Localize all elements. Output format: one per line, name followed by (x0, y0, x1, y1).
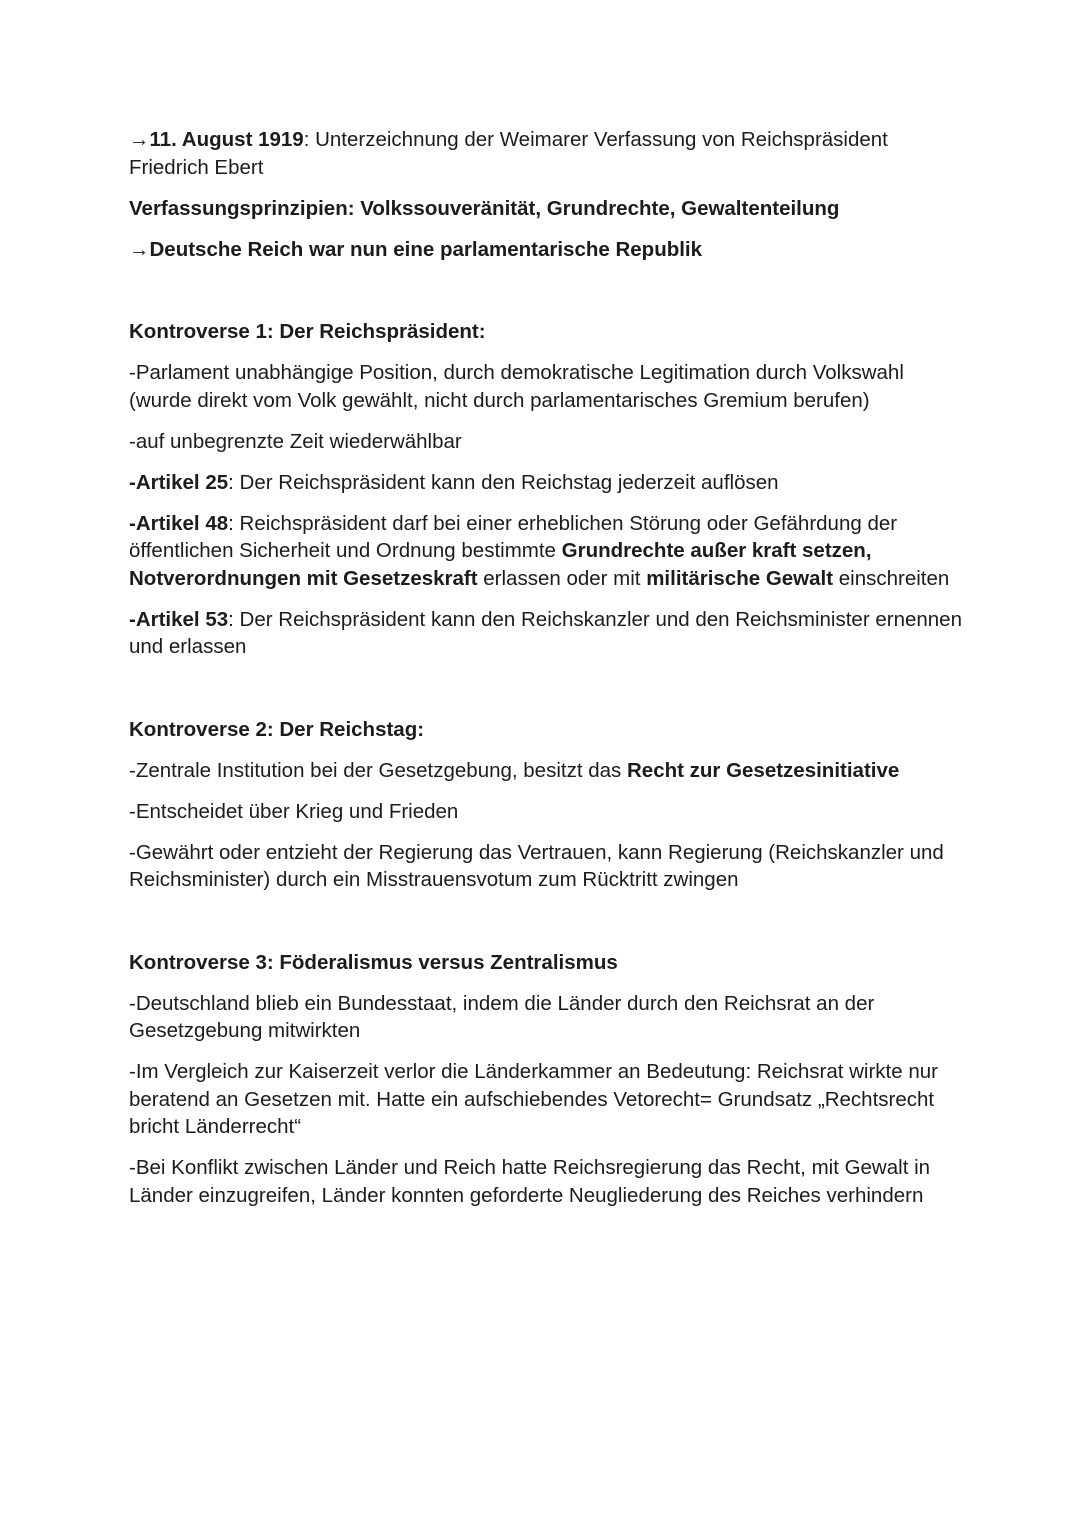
section1-heading: Kontroverse 1: Der Reichspräsident: (129, 320, 486, 343)
article-48-text: erlassen oder mit (477, 566, 647, 590)
section2-paragraph (129, 757, 969, 785)
intro-date-text: : Unterzeichnung der Weimarer Verfassung von Reichspräsident Friedrich Ebert (129, 128, 888, 179)
section3-paragraph: -Im Vergleich zur Kaiserzeit verlor die Länderkammer an Bedeutung: Reichsrat wirkte nur beratend an Gesetzen mit. Hatte ein aufschiebendes Vetorecht= Grundsatz „Rechtsrecht bricht Länderrecht“ (129, 1060, 938, 1138)
republic-text: Deutsche Reich war nun eine parlamentarische Republik (149, 237, 703, 261)
section1-paragraph: -auf unbegrenzte Zeit wiederwählbar (129, 429, 462, 453)
article-48-label: Artikel 48 (135, 511, 229, 535)
article-53-text: : Der Reichspräsident kann den Reichskanzler und den Reichsminister ernennen und erlassen (129, 607, 962, 658)
article-53-paragraph (129, 606, 969, 661)
section2-paragraph: -Entscheidet über Krieg und Frieden (129, 799, 459, 823)
article-48-bold-text: Grundrechte außer kraft setzen, Notverordnungen mit Gesetzeskraft (129, 539, 872, 590)
article-48-text: einschreiten (833, 566, 950, 590)
section2-paragraph: -Gewährt oder entzieht der Regierung das Vertrauen, kann Regierung (Reichskanzler und Reichsminister) durch ein Misstrauensvotum zum Rücktritt zwingen (129, 840, 944, 891)
constitution-principles: Verfassungsprinzipien: Volkssouveränität, Grundrechte, Gewaltenteilung (129, 196, 840, 220)
dash: - (129, 470, 136, 494)
intro-date-line (129, 126, 969, 181)
article-25-paragraph (129, 469, 969, 497)
section3-paragraph: -Bei Konflikt zwischen Länder und Reich hatte Reichsregierung das Recht, mit Gewalt in Länder einzugreifen, Länder konnten geforderte Neugliederung des Reiches verhindern (129, 1156, 931, 1207)
arrow-glyph: → (129, 237, 150, 261)
article-48-paragraph (129, 510, 969, 593)
section2-text: -Zentrale Institution bei der Gesetzgebung, besitzt das (129, 758, 627, 782)
intro-date: 11. August 1919 (149, 128, 304, 151)
section2-heading: Kontroverse 2: Der Reichstag: (129, 717, 425, 741)
arrow-glyph: → (129, 128, 150, 151)
republic-statement (129, 236, 969, 264)
section2-bold-text: Recht zur Gesetzesinitiative (626, 758, 900, 782)
article-25-text: : Der Reichspräsident kann den Reichstag jederzeit auflösen (228, 470, 779, 494)
article-25-label: Artikel 25 (135, 470, 229, 494)
article-48-text: : Reichspräsident darf bei einer erheblichen Störung oder Gefährdung der öffentlichen Sicherheit und Ordnung bestimmte (129, 511, 898, 562)
dash: - (129, 607, 136, 631)
section1-paragraph: -Parlament unabhängige Position, durch demokratische Legitimation durch Volkswahl (wurde direkt vom Volk gewählt, nicht durch parlamentarisches Gremium berufen) (129, 361, 904, 412)
dash: - (129, 511, 136, 535)
article-53-label: Artikel 53 (135, 607, 229, 631)
section3-heading: Kontroverse 3: Föderalismus versus Zentralismus (129, 950, 618, 974)
section3-paragraph: -Deutschland blieb ein Bundesstaat, indem die Länder durch den Reichsrat an der Gesetzgebung mitwirkten (129, 991, 875, 1042)
document-content (129, 126, 969, 1209)
article-48-bold-text: militärische Gewalt (646, 566, 834, 590)
